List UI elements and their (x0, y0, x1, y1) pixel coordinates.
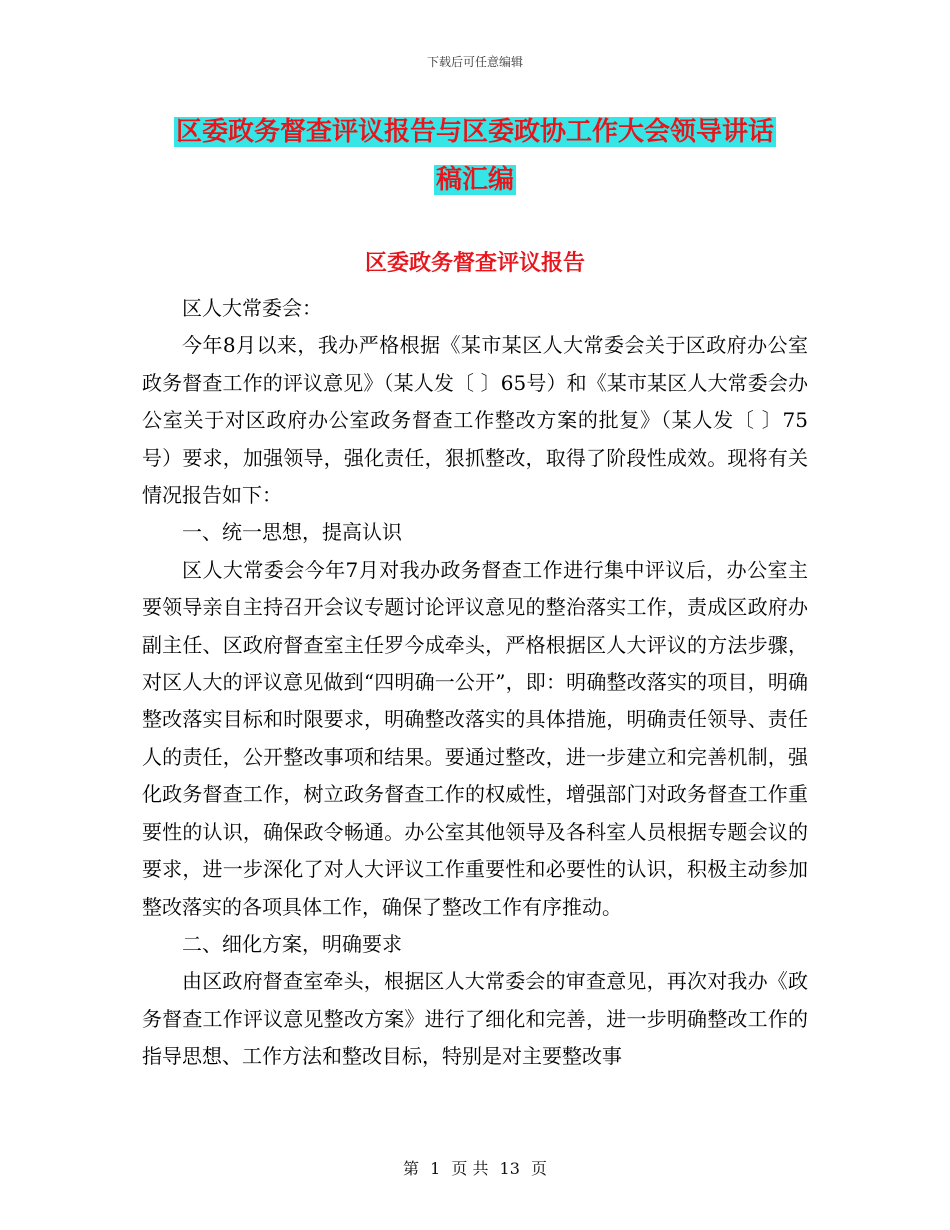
subheading: 二、细化方案，明确要求 (182, 931, 402, 956)
paragraph: 今年8月以来，我办严格根据《某市某区人大常委会关于区政府办公室政务督查工作的评议意见》（某人发〔 〕65号）和《某市某区人大常委会办公室关于对区政府办公室政务督查工作整改方案的批复》（某人发〔 〕75号）要求，加强领导，强化责任，狠抓整改，取得了阶段性成效。现将有关情况报告如下： (142, 333, 808, 508)
page-header-note: 下载后可任意编辑 (426, 55, 523, 69)
document-body (142, 290, 808, 1076)
footer-prefix: 第 (402, 1159, 419, 1178)
footer-middle: 页 共 (451, 1159, 489, 1178)
subheading: 一、统一思想，提高认识 (182, 520, 402, 545)
page-footer (0, 1156, 950, 1179)
document-title-line-2: 稿汇编 (435, 165, 514, 195)
footer-total-pages: 13 (499, 1159, 520, 1178)
salutation: 区人大常委会： (182, 296, 322, 320)
section-title: 区委政务督查评议报告 (364, 251, 585, 276)
footer-suffix: 页 (531, 1159, 548, 1178)
document-title-line-1: 区委政务督查评议报告与区委政协工作大会领导讲话 (175, 117, 774, 147)
paragraph: 由区政府督查室牵头，根据区人大常委会的审查意见，再次对我办《政务督查工作评议意见整改方案》进行了细化和完善，进一步明确整改工作的指导思想、工作方法和整改目标，特别是对主要整改事 (142, 969, 808, 1069)
footer-page-number: 1 (430, 1159, 441, 1178)
document-title (140, 108, 810, 204)
paragraph: 区人大常委会今年7月对我办政务督查工作进行集中评议后，办公室主要领导亲自主持召开会议专题讨论评议意见的整治落实工作，责成区政府办副主任、区政府督查室主任罗今成牵头，严格根据区人大评议的方法步骤，对区人大的评议意见做到“四明确一公开”，即：明确整改落实的项目，明确整改落实目标和时限要求，明确整改落实的具体措施，明确责任领导、责任人的责任，公开整改事项和结果。要通过整改，进一步建立和完善机制，强化政务督查工作，树立政务督查工作的权威性，增强部门对政务督查工作重要性的认识，确保政令畅通。办公室其他领导及各科室人员根据专题会议的要求，进一步深化了对人大评议工作重要性和必要性的认识，积极主动参加整改落实的各项具体工作，确保了整改工作有序推动。 (142, 557, 808, 919)
